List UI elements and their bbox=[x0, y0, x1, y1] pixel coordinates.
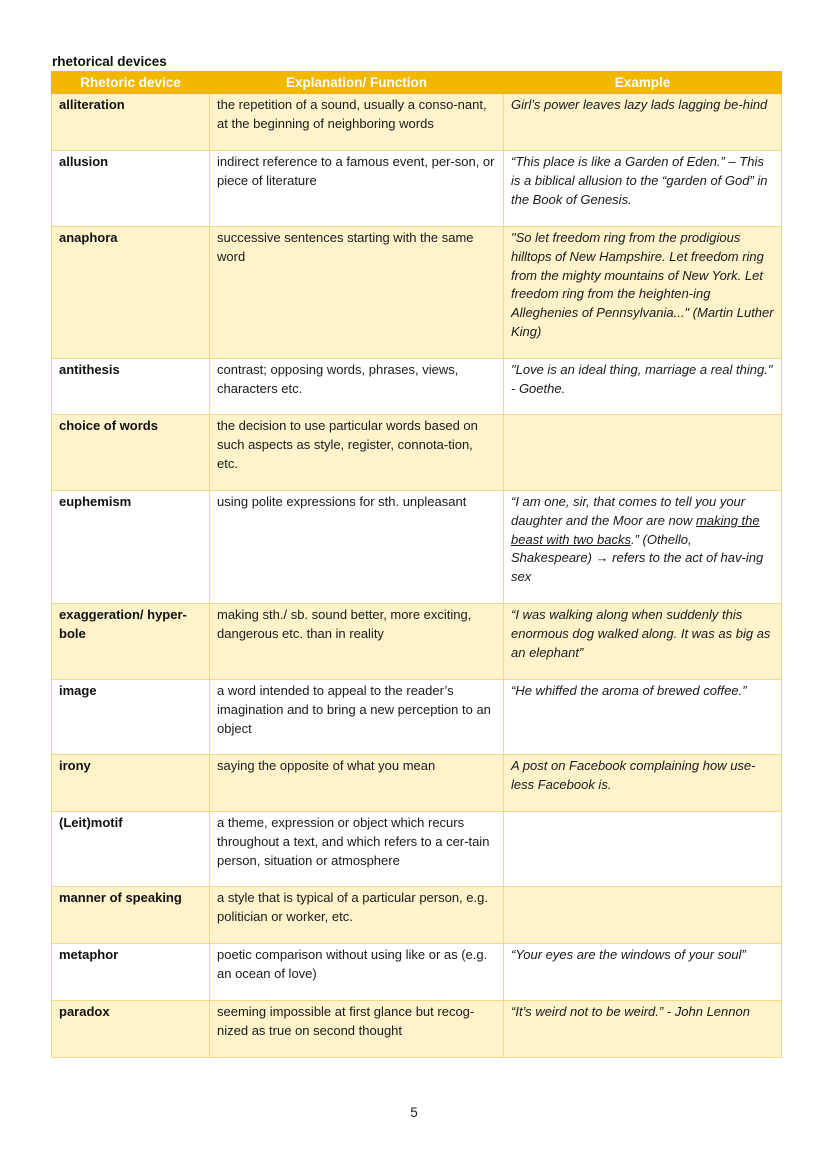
device-explanation: a style that is typical of a particular person, e.g. politician or worker, etc. bbox=[210, 887, 504, 944]
table-row bbox=[52, 491, 782, 604]
device-term: exaggeration/ hyper-bole bbox=[52, 604, 210, 680]
table-row bbox=[52, 755, 782, 812]
device-term: irony bbox=[52, 755, 210, 812]
table-row bbox=[52, 887, 782, 944]
page-number: 5 bbox=[410, 1105, 418, 1120]
device-example: A post on Facebook complaining how use-less Facebook is. bbox=[504, 755, 782, 812]
table-row bbox=[52, 415, 782, 491]
device-example bbox=[504, 415, 782, 491]
device-explanation: poetic comparison without using like or as (e.g. an ocean of love) bbox=[210, 944, 504, 1001]
table-row bbox=[52, 680, 782, 755]
table-row bbox=[52, 359, 782, 415]
device-example: “This place is like a Garden of Eden.” – This is a biblical allusion to the “garden of God” in the Book of Genesis. bbox=[504, 151, 782, 227]
device-term: paradox bbox=[52, 1001, 210, 1058]
table-row bbox=[52, 812, 782, 887]
device-term: alliteration bbox=[52, 94, 210, 151]
example-text-post: .” (Othello, Shakespeare) → refers to the act of hav-ing sex bbox=[511, 531, 764, 585]
device-explanation: the decision to use particular words based on such aspects as style, register, connota-tion, etc. bbox=[210, 415, 504, 491]
device-term: image bbox=[52, 680, 210, 755]
column-header-device: Rhetoric device bbox=[52, 72, 210, 94]
device-explanation: indirect reference to a famous event, per-son, or piece of literature bbox=[210, 151, 504, 227]
device-term: anaphora bbox=[52, 227, 210, 359]
table-row bbox=[52, 94, 782, 151]
column-header-example: Example bbox=[504, 72, 782, 94]
device-explanation: a theme, expression or object which recurs throughout a text, and which refers to a cer-tain person, situation or atmosphere bbox=[210, 812, 504, 887]
device-example: “Your eyes are the windows of your soul” bbox=[504, 944, 782, 1001]
device-explanation: contrast; opposing words, phrases, views, characters etc. bbox=[210, 359, 504, 415]
rhetorical-devices-table bbox=[51, 71, 782, 1058]
table-row bbox=[52, 1001, 782, 1058]
device-example bbox=[504, 812, 782, 887]
device-example: Girl’s power leaves lazy lads lagging be-hind bbox=[504, 94, 782, 151]
device-term: allusion bbox=[52, 151, 210, 227]
device-term: metaphor bbox=[52, 944, 210, 1001]
device-explanation: successive sentences starting with the same word bbox=[210, 227, 504, 359]
device-term: euphemism bbox=[52, 491, 210, 604]
device-term: (Leit)motif bbox=[52, 812, 210, 887]
device-example: “He whiffed the aroma of brewed coffee.” bbox=[504, 680, 782, 755]
table-header-row bbox=[52, 72, 782, 94]
table-row bbox=[52, 944, 782, 1001]
document-title: rhetorical devices bbox=[52, 54, 167, 69]
device-term: antithesis bbox=[52, 359, 210, 415]
device-example bbox=[504, 887, 782, 944]
device-explanation: the repetition of a sound, usually a conso-nant, at the beginning of neighboring words bbox=[210, 94, 504, 151]
table-row bbox=[52, 227, 782, 359]
column-header-explanation: Explanation/ Function bbox=[210, 72, 504, 94]
example-text-pre: “I am one, sir, that comes to tell you your daughter and the Moor are now bbox=[511, 494, 746, 528]
device-explanation: using polite expressions for sth. unpleasant bbox=[210, 491, 504, 604]
device-explanation: seeming impossible at first glance but recog-nized as true on second thought bbox=[210, 1001, 504, 1058]
device-example: “I was walking along when suddenly this enormous dog walked along. It was as big as an elephant” bbox=[504, 604, 782, 680]
device-example bbox=[504, 491, 782, 604]
device-explanation: saying the opposite of what you mean bbox=[210, 755, 504, 812]
example-underlined-phrase: making the beast with two backs bbox=[511, 512, 760, 547]
device-explanation: a word intended to appeal to the reader’s imagination and to bring a new perception to an object bbox=[210, 680, 504, 755]
table-row bbox=[52, 151, 782, 227]
device-term: manner of speaking bbox=[52, 887, 210, 944]
device-example: "So let freedom ring from the prodigious hilltops of New Hampshire. Let freedom ring from the mighty mountains of New York. Let freedom ring from the heighten-ing Alleghenies of Pennsylvania..." (Martin Luther King) bbox=[504, 227, 782, 359]
device-term: choice of words bbox=[52, 415, 210, 491]
device-example: "Love is an ideal thing, marriage a real thing." - Goethe. bbox=[504, 359, 782, 415]
device-explanation: making sth./ sb. sound better, more exciting, dangerous etc. than in reality bbox=[210, 604, 504, 680]
table-row bbox=[52, 604, 782, 680]
device-example: “It’s weird not to be weird.” - John Lennon bbox=[504, 1001, 782, 1058]
